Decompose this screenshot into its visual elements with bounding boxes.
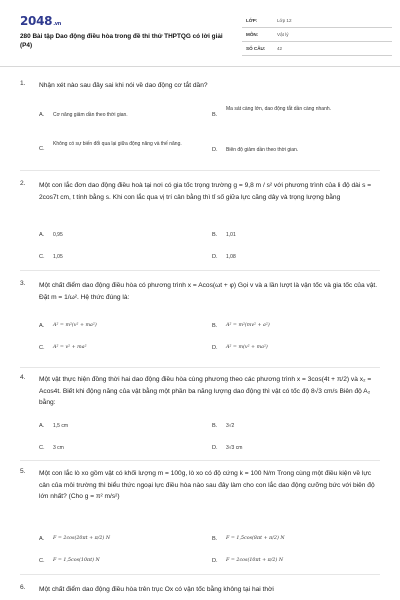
option-text: Không có sự biến đổi qua lại giữa động năng và thế năng. <box>53 141 182 147</box>
question-text: Một con lắc lò xo gồm vật có khối lượng m = 100g, lò xo có độ cứng k = 100 N/m Trong cùng một điều kiện về lực cản của môi trường thì biểu thức ngoại lực điều hòa nào sau đây làm cho con lắc dao động cưỡng bức với biên độ lớn nhất? (Cho g = π² m/s²) <box>39 470 375 500</box>
option-label: A. <box>39 112 45 118</box>
option-formula: F = 2cos(10πt + π/2) N <box>226 558 284 563</box>
question-divider <box>20 367 380 368</box>
option-text: 3√3 cm <box>226 445 243 451</box>
meta-key: LỚP: <box>246 18 258 23</box>
question-divider <box>20 170 380 171</box>
option-text: 0,95 <box>53 232 63 238</box>
question-text: Một vật thực hiện đồng thời hai dao động điều hòa cùng phương theo các phương trình x = 3cos(4t + π/2) và x₂ = Acos4t. Biết khi động năng của vật bằng một phần ba năng lượng dao động thì vật có tốc độ 8√3 cm/s Biên độ A₂ bằng: <box>39 376 372 406</box>
option-text: 3 cm <box>53 445 64 451</box>
option-label: C. <box>39 146 45 152</box>
option-label: C. <box>39 558 45 564</box>
option-text: Biên độ giảm dần theo thời gian. <box>226 147 299 153</box>
document-title: 280 Bài tập Dao động điều hòa trong đề thi thử THPTQG có lời giải (P4) <box>20 33 223 49</box>
question-divider <box>20 460 380 461</box>
meta-key: SỐ CÂU: <box>246 46 266 51</box>
meta-table <box>242 14 392 56</box>
option-text: 1,5 cm <box>53 423 69 429</box>
meta-value: 42 <box>277 46 283 51</box>
question-divider <box>20 574 380 575</box>
question-number: 1. <box>20 80 26 87</box>
option-label: D. <box>212 558 218 564</box>
option-label: B. <box>212 232 218 238</box>
option-label: C. <box>39 445 45 451</box>
option-formula: A² = m(v² + ma²) <box>226 345 268 350</box>
option-label: B. <box>212 536 218 542</box>
option-formula: A² = m²(mv² + a²) <box>226 323 270 328</box>
option-label: D. <box>212 147 218 153</box>
option-text: 1,08 <box>226 254 236 260</box>
question-2 <box>20 180 380 274</box>
option-text: 1,01 <box>226 232 236 238</box>
meta-value: Lớp 12 <box>277 18 292 23</box>
option-label: A. <box>39 423 45 429</box>
question-1 <box>20 80 380 176</box>
logo-suffix: .vn <box>53 21 62 27</box>
option-formula: A² = v² + ma² <box>53 345 87 350</box>
option-label: A. <box>39 323 45 329</box>
option-label: D. <box>212 445 218 451</box>
question-text: Nhận xét nào sau đây sai khi nói về dao động cơ tắt dần? <box>39 82 208 89</box>
option-label: B. <box>212 423 218 429</box>
option-label: A. <box>39 536 45 542</box>
question-number: 5. <box>20 468 26 475</box>
option-formula: F = 1,5cos(10πt) N <box>53 558 100 563</box>
option-text: 3√2 <box>226 423 235 429</box>
option-label: C. <box>39 254 45 260</box>
option-label: D. <box>212 254 218 260</box>
option-label: D. <box>212 345 218 351</box>
option-label: B. <box>212 323 218 329</box>
option-formula: F = 2cos(20πt + π/2) N <box>53 536 111 541</box>
logo-text: 2048 <box>20 14 53 28</box>
option-text: Ma sát càng lớn, dao động tắt dần càng nhanh. <box>226 106 332 112</box>
question-divider <box>20 270 380 271</box>
meta-row-subject <box>242 28 392 42</box>
option-label: C. <box>39 345 45 351</box>
question-number: 3. <box>20 280 26 287</box>
question-text: Một chất điểm dao động điều hòa trên trục Ox có vận tốc bằng không tại hai thời <box>39 586 274 593</box>
meta-row-count <box>242 42 392 56</box>
option-formula: F = 1,5cos(8πt + π/2) N <box>226 536 285 541</box>
option-label: A. <box>39 232 45 238</box>
question-3 <box>20 280 380 374</box>
header-divider <box>0 66 400 67</box>
option-text: 1,05 <box>53 254 63 260</box>
header <box>20 14 390 62</box>
question-text: Một chất điểm dao động điều hòa có phương trình x = Acos(ωt + φ) Gọi v và a lần lượt là vận tốc và gia tốc của vật. Đặt m = 1/ω². Hệ thức đúng là: <box>39 282 378 301</box>
question-text: Một con lắc đơn dao động điều hoà tại nơi có gia tốc trọng trường g = 9,8 m / s² với phương trình của li độ dài s = 2cos7t cm, t tính bằng s. Khi con lắc qua vị trí cân bằng thì tỉ số giữa lực căng dây và trọng lượng bằng <box>39 182 372 201</box>
question-4 <box>20 374 380 464</box>
question-number: 6. <box>20 584 26 591</box>
option-text: Cơ năng giảm dần theo thời gian. <box>53 112 128 118</box>
question-6 <box>20 584 380 600</box>
question-number: 2. <box>20 180 26 187</box>
option-formula: A² = m²(v² + ma²) <box>53 323 97 328</box>
meta-value: Vật lý <box>277 32 289 37</box>
logo[interactable] <box>20 14 61 28</box>
meta-key: MÔN: <box>246 32 259 37</box>
meta-row-class <box>242 14 392 28</box>
question-5 <box>20 468 380 580</box>
option-label: B. <box>212 112 218 118</box>
question-number: 4. <box>20 374 26 381</box>
